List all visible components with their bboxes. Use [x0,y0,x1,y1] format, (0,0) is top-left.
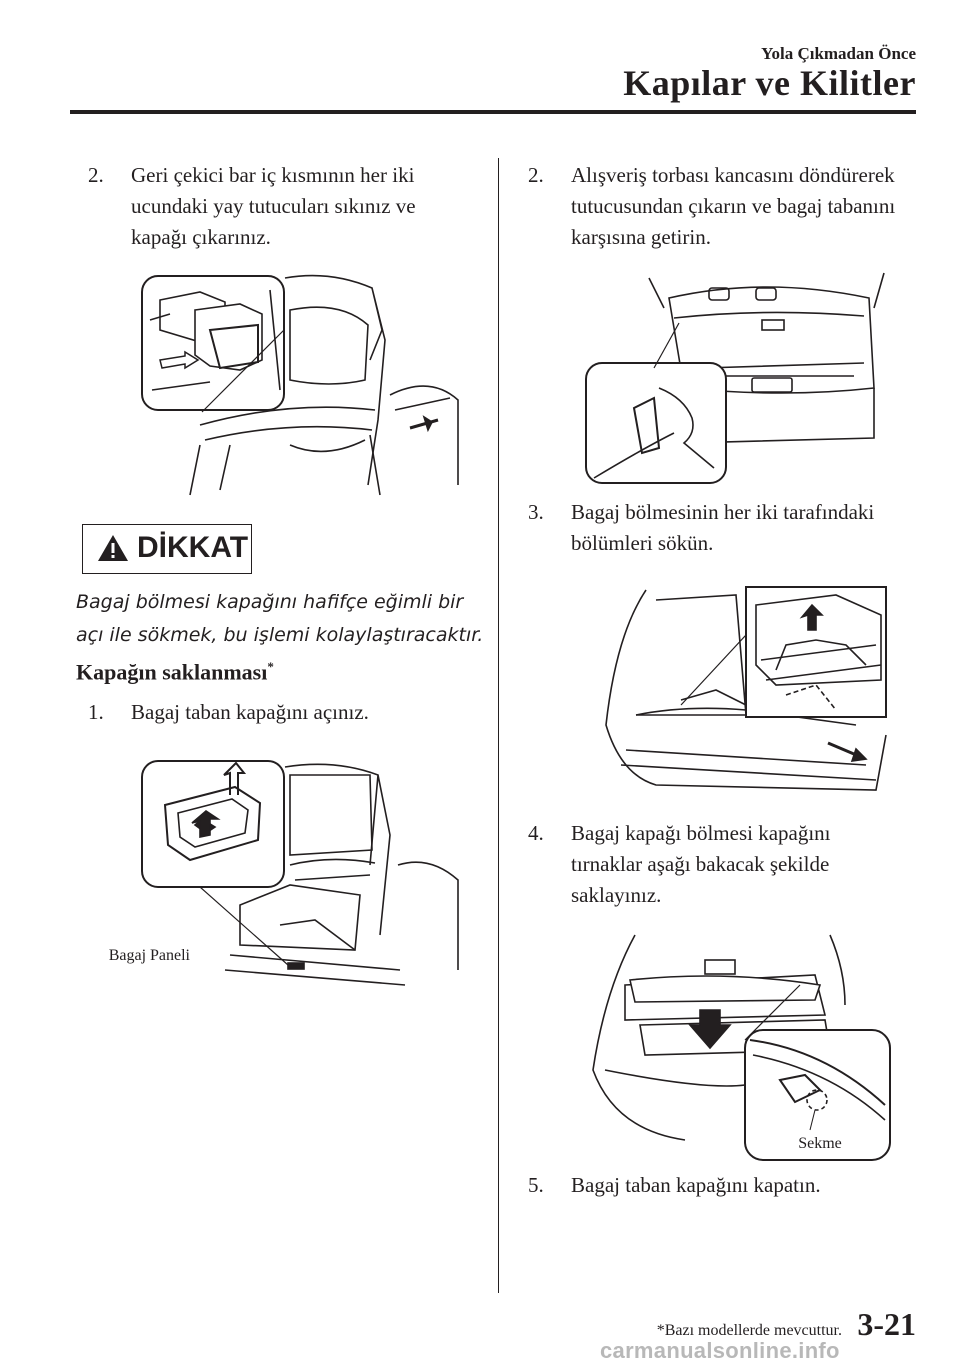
footnote: *Bazı modellerde mevcuttur. [656,1322,842,1339]
sekme-label: Sekme [798,1135,842,1152]
step-text: Bagaj bölmesinin her iki tarafındaki bölümleri sökün. [571,500,875,555]
page-title: Kapılar ve Kilitler [623,63,916,103]
warning-triangle-icon [97,534,129,562]
step-text: Alışveriş torbası kancasını döndürerek tutucusundan çıkarın ve bagaj tabanını karşısına getirin. [571,163,896,249]
store-cover-illustration [585,930,895,1165]
warning-box [82,524,252,574]
right-step-5 [528,1170,938,1201]
step-number: 5. [528,1173,544,1197]
warning-text: Bagaj bölmesi kapağını hafifçe eğimli bir açı ile sökmek, bu işlemi kolaylaştıracaktır. [76,591,484,646]
page-number: 3-21 [857,1306,916,1342]
step-number: 2. [88,163,104,187]
step-text: Bagaj taban kapağını açınız. [131,700,369,724]
left-step-2 [88,160,488,253]
step-text: Geri çekici bar iç kısmının her iki ucundaki yay tutucuları sıkınız ve kapağı çıkarınız. [131,163,416,249]
side-compartments-illustration [596,585,891,810]
trunk-cover-removal-illustration [140,270,460,505]
bagaj-paneli-label: Bagaj Paneli [108,947,190,964]
step-number: 4. [528,821,544,845]
warning-label: DİKKAT [137,531,249,564]
right-step-4 [528,818,938,911]
step-text: Bagaj kapağı bölmesi kapağını tırnaklar aşağı bakacak şekilde saklayınız. [571,821,831,907]
column-divider [498,158,499,1293]
step-number: 2. [528,163,544,187]
header-divider [70,110,916,114]
right-step-2 [528,160,938,253]
section-heading [76,659,274,685]
shopping-bag-hook-illustration [584,268,894,488]
left-step-1 [88,697,488,728]
step-text: Bagaj taban kapağını kapatın. [571,1173,821,1197]
right-step-3 [528,497,938,559]
footnote-marker: * [267,659,274,674]
section-title: Yola Çıkmadan Önce [761,44,916,63]
step-number: 3. [528,500,544,524]
heading-text: Kapağın saklanması [76,659,268,685]
step-number: 1. [88,700,104,724]
watermark: carmanualsonline.info [600,1338,840,1363]
